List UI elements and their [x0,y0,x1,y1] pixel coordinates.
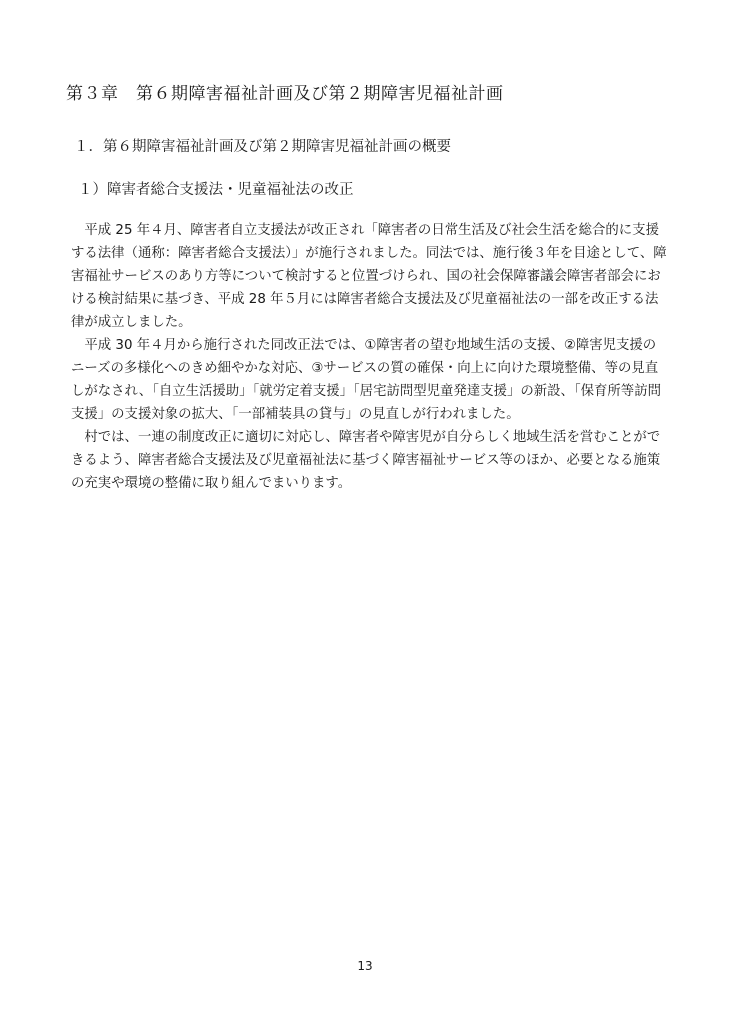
body-text [71,219,671,495]
section-heading: １．第６期障害福祉計画及び第２期障害児福祉計画の概要 [74,139,451,155]
subsection-heading: １）障害者総合支援法・児童福祉法の改正 [78,182,354,198]
text-line: 平成 25 年４月、障害者自立支援法が改正され「障害者の日常生活及び社会生活を総合的に支援 [71,223,659,238]
text-line: 律が成立しました。 [71,315,192,330]
text-line: 平成 30 年４月から施行された同改正法では、①障害者の望む地域生活の支援、②障害児支援の [71,338,657,353]
text-line: の充実や環境の整備に取り組んでまいります。 [71,476,352,491]
paragraph [71,334,671,426]
text-line: 村では、一連の制度改正に適切に対応し、障害者や障害児が自分らしく地域生活を営むことがで [71,430,661,445]
text-line: する法律（通称：障害者総合支援法）」が施行されました。同法では、施行後３年を目途として、障 [71,246,667,261]
page-number: 13 [357,959,373,973]
paragraph [71,219,671,334]
text-line: 支援」の支援対象の拡大、「一部補装具の貸与」の見直しが行われました。 [71,407,520,422]
text-line: ける検討結果に基づき、平成 28 年５月には障害者総合支援法及び児童福祉法の一部を改正する法 [71,292,659,307]
text-line: しがなされ、「自立生活援助」「就労定着支援」「居宅訪問型児童発達支援」の新設、「保育所等訪問 [71,384,661,399]
chapter-title: 第３章 第６期障害福祉計画及び第２期障害児福祉計画 [66,84,504,104]
text-line: ニーズの多様化へのきめ細やかな対応、③サービスの質の確保・向上に向けた環境整備、等の見直 [71,361,659,376]
text-line: 害福祉サービスのあり方等について検討すると位置づけられ、国の社会保障審議会障害者部会にお [71,269,661,284]
paragraph [71,426,671,495]
text-line: きるよう、障害者総合支援法及び児童福祉法に基づく障害福祉サービス等のほか、必要となる施策 [71,453,661,468]
